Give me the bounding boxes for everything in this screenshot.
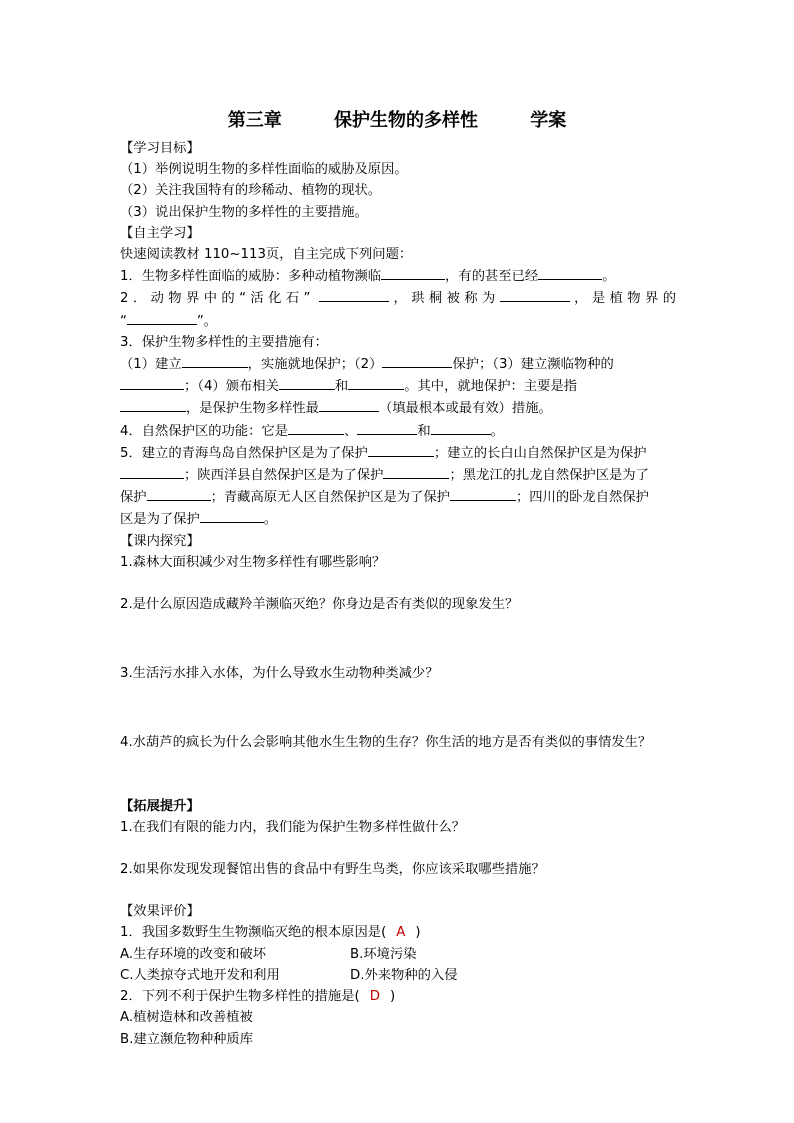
goal-item-2: （2）关注我国特有的珍稀动、植物的现状。 (120, 183, 382, 199)
goal-item-1: （1）举例说明生物的多样性面临的威胁及原因。 (120, 162, 408, 178)
kind-label: 学案 (530, 110, 567, 131)
option-row (120, 965, 676, 986)
answer-blank[interactable] (383, 464, 449, 479)
explore-question-4: 4.水葫芦的疯长为什么会影响其他水生生物的生存？你生活的地方是否有类似的事情发生？ (120, 735, 652, 751)
answer-mark: D (369, 989, 380, 1005)
answer-blank[interactable] (500, 287, 570, 302)
question-2-cont: “ ”。 (120, 310, 676, 332)
answer-blank[interactable] (319, 397, 379, 412)
self-study-intro: 快速阅读教材 110~113页，自主完成下列问题： (120, 247, 413, 263)
goals-heading: 【学习目标】 (120, 141, 200, 156)
answer-blank[interactable] (288, 420, 344, 435)
answer-blank[interactable] (319, 287, 389, 302)
answer-blank[interactable] (120, 397, 186, 412)
explore-heading: 【课内探究】 (120, 533, 200, 549)
answer-mark: A (396, 925, 406, 941)
worksheet-body (120, 138, 676, 1050)
question-4: 4．自然保护区的功能：它是 、 和 。 (120, 420, 676, 442)
evaluation-question-1: 1．我国多数野生生物濒临灭绝的根本原因是( A ) (120, 925, 421, 941)
option-b: B.建立濒危物种种质库 (120, 1031, 254, 1047)
evaluation-heading: 【效果评价】 (120, 904, 200, 920)
answer-blank[interactable] (279, 375, 335, 390)
answer-blank[interactable] (182, 353, 248, 368)
extend-question-1: 1.在我们有限的能力内，我们能为保护生物多样性做什么？ (120, 819, 466, 835)
option-c: C.人类掠夺式地开发和利用 (120, 967, 280, 983)
extend-question-2: 2.如果你发现发现餐馆出售的食品中有野生鸟类，你应该采取哪些措施？ (120, 862, 545, 878)
question-5-line-4: 区是为了保护 。 (120, 508, 676, 530)
chapter-label: 第三章 (227, 110, 282, 131)
answer-blank[interactable] (381, 265, 445, 280)
page-title (0, 106, 794, 132)
self-study-heading: 【自主学习】 (120, 225, 200, 241)
explore-question-2: 2.是什么原因造成藏羚羊濒临灭绝？你身边是否有类似的现象发生？ (120, 597, 519, 613)
answer-blank[interactable] (538, 265, 602, 280)
answer-blank[interactable] (382, 353, 452, 368)
option-a: A.生存环境的改变和破坏 (120, 946, 267, 962)
answer-blank[interactable] (120, 464, 184, 479)
answer-blank[interactable] (200, 508, 264, 523)
question-5: 5．建立的青海鸟岛自然保护区是为了保护 ；建立的长白山自然保护区是为保护 (120, 442, 676, 464)
option-b: B.环境污染 (350, 946, 417, 962)
explore-question-1: 1.森林大面积减少对生物多样性有哪些影响？ (120, 554, 386, 570)
question-3-line-2: ；（4）颁布相关 和 。其中，就地保护：主要是指 (120, 375, 676, 397)
extend-heading: 【拓展提升】 (120, 798, 200, 814)
answer-blank[interactable] (147, 486, 211, 501)
answer-blank[interactable] (450, 486, 516, 501)
answer-blank[interactable] (127, 310, 197, 325)
option-a: A.植树造林和改善植被 (120, 1010, 253, 1026)
answer-blank[interactable] (431, 420, 491, 435)
question-2: 2．动物界中的“活化石” ，珙桐被称为 ，是植物界的 (120, 287, 676, 309)
answer-blank[interactable] (368, 442, 434, 457)
question-1: 1．生物多样性面临的威胁：多种动植物濒临 ，有的甚至已经 。 (120, 265, 676, 287)
answer-blank[interactable] (348, 375, 404, 390)
question-5-line-2: ；陕西洋县自然保护区是为了保护 ；黑龙江的扎龙自然保护区是为了 (120, 464, 676, 486)
evaluation-question-2: 2．下列不利于保护生物多样性的措施是( D ) (120, 989, 396, 1005)
answer-blank[interactable] (357, 420, 417, 435)
answer-blank[interactable] (120, 375, 184, 390)
question-3-line-1: （1）建立 ，实施就地保护；（2） 保护；（3）建立濒临物种的 (120, 353, 676, 375)
question-5-line-3: 保护 ；青藏高原无人区自然保护区是为了保护 ；四川的卧龙自然保护 (120, 486, 676, 508)
option-row (120, 944, 676, 965)
question-3-line-3: ，是保护生物多样性最 （填最根本或最有效）措施。 (120, 397, 676, 419)
question-3: 3．保护生物多样性的主要措施有： (120, 334, 328, 350)
goal-item-3: （3）说出保护生物的多样性的主要措施。 (120, 204, 368, 220)
topic-label: 保护生物的多样性 (334, 110, 478, 131)
explore-question-3: 3.生活污水排入水体，为什么导致水生动物种类减少？ (120, 666, 439, 682)
option-d: D.外来物种的入侵 (350, 967, 458, 983)
